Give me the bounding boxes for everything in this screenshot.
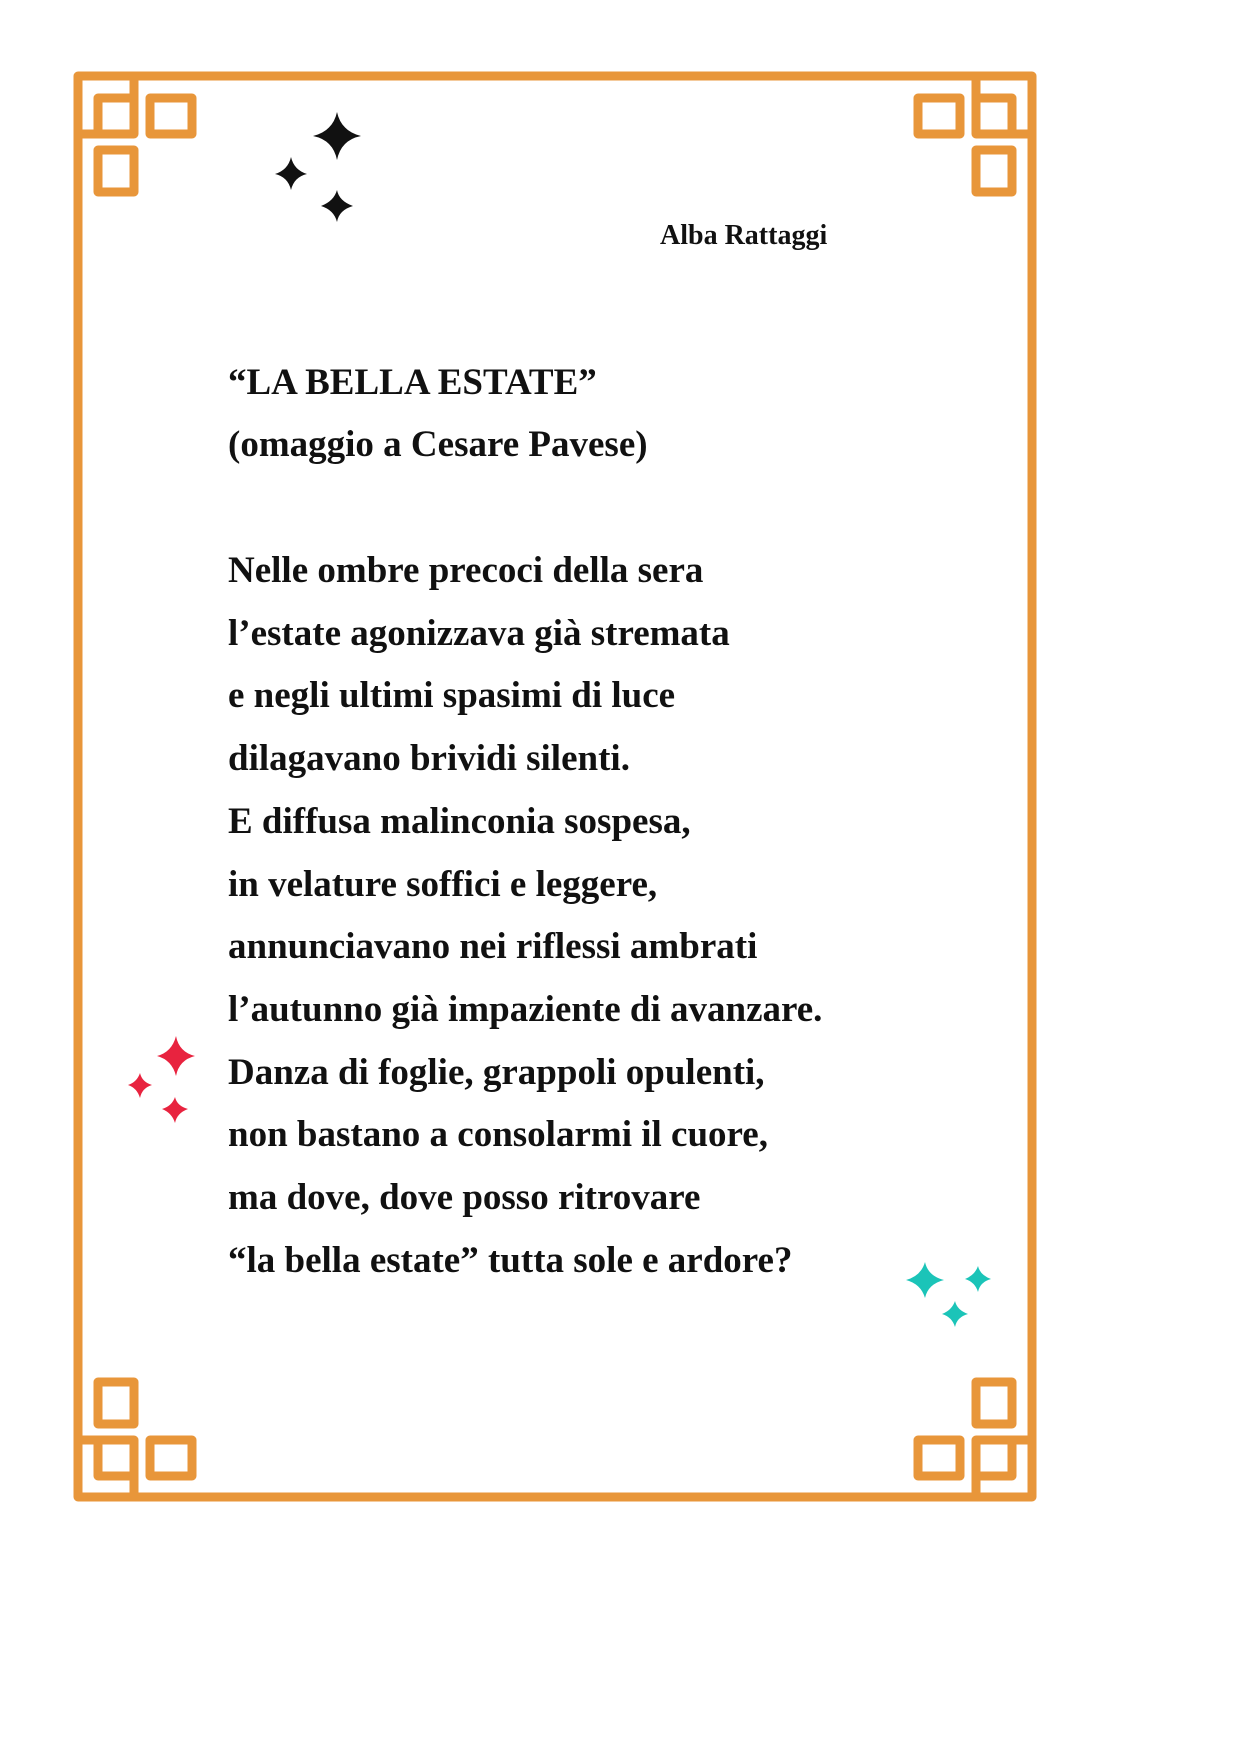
poem-line: l’estate agonizzava già stremata — [228, 612, 730, 654]
corner-top-left-icon — [78, 76, 192, 192]
corner-bottom-left-icon — [78, 1382, 192, 1497]
poem-line: non bastano a consolarmi il cuore, — [228, 1114, 768, 1156]
poem-line: in velature soffici e leggere, — [228, 863, 658, 905]
poem-line: E diffusa malinconia sospesa, — [228, 800, 691, 842]
poem-line: l’autunno già impaziente di avanzare. — [228, 988, 823, 1030]
poem-title: “LA BELLA ESTATE” — [228, 362, 597, 403]
poem-line: e negli ultimi spasimi di luce — [228, 675, 676, 717]
corner-bottom-right-icon — [918, 1382, 1032, 1497]
poem-body — [228, 540, 822, 1292]
poem-line: annunciavano nei riflessi ambrati — [228, 926, 758, 968]
poem-line: dilagavano brividi silenti. — [228, 738, 630, 780]
black-sparkles-icon — [275, 112, 361, 222]
poem-heading — [228, 352, 648, 476]
poem-line: Nelle ombre precoci della sera — [228, 550, 704, 591]
poem-subtitle: (omaggio a Cesare Pavese) — [228, 424, 648, 465]
red-sparkles-icon — [128, 1036, 195, 1123]
poem-line: “la bella estate” tutta sole e ardore? — [228, 1239, 793, 1281]
poem-line: ma dove, dove posso ritrovare — [228, 1177, 701, 1219]
teal-sparkles-icon — [906, 1262, 991, 1327]
poem-line: Danza di foglie, grappoli opulenti, — [228, 1051, 765, 1093]
author-name: Alba Rattaggi — [660, 220, 828, 251]
corner-top-right-icon — [918, 76, 1032, 192]
